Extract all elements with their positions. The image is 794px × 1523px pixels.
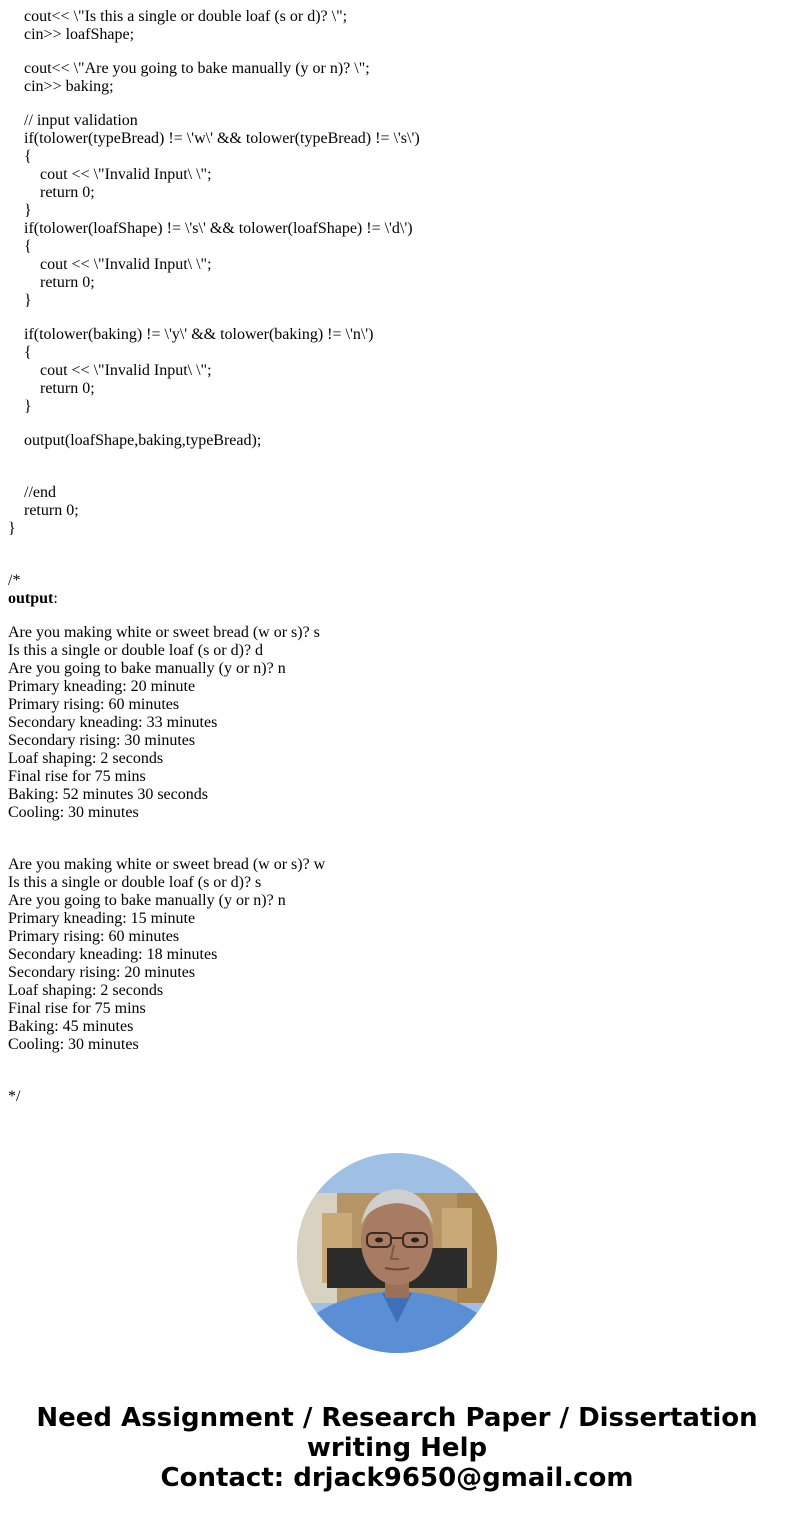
- code-line: cout<< \"Are you going to bake manually (y or n)? \";: [24, 60, 370, 77]
- output-label: output: [8, 590, 54, 607]
- code-line: {: [24, 344, 32, 361]
- code-line: return 0;: [40, 184, 95, 201]
- code-document: [8, 8, 786, 1106]
- code-line: cout << \"Invalid Input\ \";: [40, 256, 212, 273]
- run2-line: Final rise for 75 mins: [8, 1000, 146, 1017]
- run1-line: Primary rising: 60 minutes: [8, 696, 180, 713]
- code-line: cin>> loafShape;: [24, 26, 135, 43]
- avatar: [297, 1153, 497, 1353]
- run2-line: Is this a single or double loaf (s or d)? s: [8, 874, 262, 891]
- comment-open: /*: [8, 572, 21, 589]
- code-line: cin>> baking;: [24, 78, 114, 95]
- run1-line: Final rise for 75 mins: [8, 768, 146, 785]
- run1-line: Secondary kneading: 33 minutes: [8, 714, 218, 731]
- run1-line: Loaf shaping: 2 seconds: [8, 750, 164, 767]
- code-line: return 0;: [40, 274, 95, 291]
- code-line: output(loafShape,baking,typeBread);: [24, 432, 262, 449]
- promo-line: Need Assignment / Research Paper / Dissertation: [36, 1403, 758, 1433]
- run2-line: Secondary kneading: 18 minutes: [8, 946, 218, 963]
- run2-line: Are you making white or sweet bread (w or s)? w: [8, 856, 326, 873]
- promo-banner: [0, 1403, 794, 1493]
- code-line: if(tolower(loafShape) != \'s\' && tolower(loafShape) != \'d\'): [24, 220, 413, 237]
- run1-line: Secondary rising: 30 minutes: [8, 732, 196, 749]
- comment-close: */: [8, 1088, 21, 1105]
- output-colon: :: [53, 590, 58, 607]
- run1-line: Are you making white or sweet bread (w or s)? s: [8, 624, 320, 641]
- code-line: cout << \"Invalid Input\ \";: [40, 362, 212, 379]
- code-line: if(tolower(typeBread) != \'w\' && tolower(typeBread) != \'s\'): [24, 130, 420, 147]
- run1-line: Is this a single or double loaf (s or d)? d: [8, 642, 264, 659]
- promo-contact: Contact: drjack9650@gmail.com: [160, 1463, 634, 1493]
- code-line: return 0;: [40, 380, 95, 397]
- promo-line: writing Help: [306, 1433, 488, 1463]
- run2-line: Loaf shaping: 2 seconds: [8, 982, 164, 999]
- run2-line: Primary rising: 60 minutes: [8, 928, 180, 945]
- run1-line: Are you going to bake manually (y or n)? n: [8, 660, 286, 677]
- code-comment: //end: [24, 484, 56, 501]
- run2-line: Primary kneading: 15 minute: [8, 910, 196, 927]
- code-line: cout<< \"Is this a single or double loaf (s or d)? \";: [24, 8, 348, 25]
- run1-line: Primary kneading: 20 minute: [8, 678, 196, 695]
- code-line: }: [24, 398, 32, 415]
- portrait-image: [297, 1153, 497, 1353]
- run2-line: Are you going to bake manually (y or n)? n: [8, 892, 286, 909]
- code-line: cout << \"Invalid Input\ \";: [40, 166, 212, 183]
- code-line: if(tolower(baking) != \'y\' && tolower(baking) != \'n\'): [24, 326, 374, 343]
- run2-line: Cooling: 30 minutes: [8, 1036, 139, 1053]
- code-line: }: [24, 202, 32, 219]
- code-line: return 0;: [24, 502, 79, 519]
- code-line: }: [8, 520, 16, 537]
- run1-line: Baking: 52 minutes 30 seconds: [8, 786, 208, 803]
- code-line: {: [24, 148, 32, 165]
- run2-line: Baking: 45 minutes: [8, 1018, 134, 1035]
- code-line: }: [24, 292, 32, 309]
- run1-line: Cooling: 30 minutes: [8, 804, 139, 821]
- output-heading: [8, 590, 786, 608]
- run2-line: Secondary rising: 20 minutes: [8, 964, 196, 981]
- code-comment: // input validation: [24, 112, 138, 129]
- code-line: {: [24, 238, 32, 255]
